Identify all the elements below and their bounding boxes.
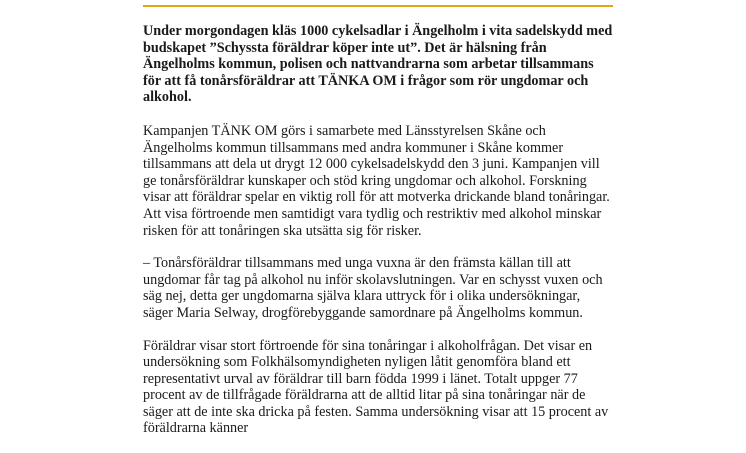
lead-paragraph: Under morgondagen kläs 1000 cykelsadlar i Ängelholm i vita sadelskydd med budskapet ”Schyssta föräldrar köper inte ut”. Det är hälsning från Ängelholms kommun, polisen och nattvandrarna som arbetar tillsammans för att få tonårsföräldrar att TÄNKA OM i frågor som rör ungdomar och alkohol. — [143, 23, 613, 106]
quote-paragraph: – Tonårsföräldrar tillsammans med unga vuxna är den främsta källan till att ungdomar får tag på alkohol nu inför skolavslutningen. Var en schysst vuxen och säg nej, detta ger ungdomarna själva klara uttryck för i olika undersökningar, säger Maria Selway, drogförebyggande samordnare på Ängelholms kommun. — [143, 255, 603, 321]
header-rule — [143, 5, 613, 7]
article-body — [143, 23, 613, 453]
body-paragraph: Föräldrar visar stort förtroende för sina tonåringar i alkoholfrågan. Det visar en undersökning som Folkhälsomyndigheten nyligen låtit genomföra bland ett representativt urval av föräldrar till barn födda 1999 i länet. Totalt uppger 77 procent av de tillfrågade föräldrarna att de alltid litar på sina tonåringar när de säger att de inte ska dricka på festen. Samma undersökning visar att 15 procent av föräldrarna känner — [143, 337, 609, 437]
body-paragraph: Kampanjen TÄNK OM görs i samarbete med Länsstyrelsen Skåne och Ängelholms kommun tillsammans med andra kommuner i Skåne kommer tillsammans att dela ut drygt 12 000 cykelsadelskydd den 3 juni. Kampanjen vill ge tonårsföräldrar kunskaper och stöd kring ungdomar och alkohol. Forskning visar att föräldrar spelar en viktig roll för att motverka drickande bland tonåringar. Att visa förtroende men samtidigt vara tydlig och restriktiv med alkohol minskar risken för att tonåringen ska utsätta sig för risker. — [143, 122, 610, 239]
